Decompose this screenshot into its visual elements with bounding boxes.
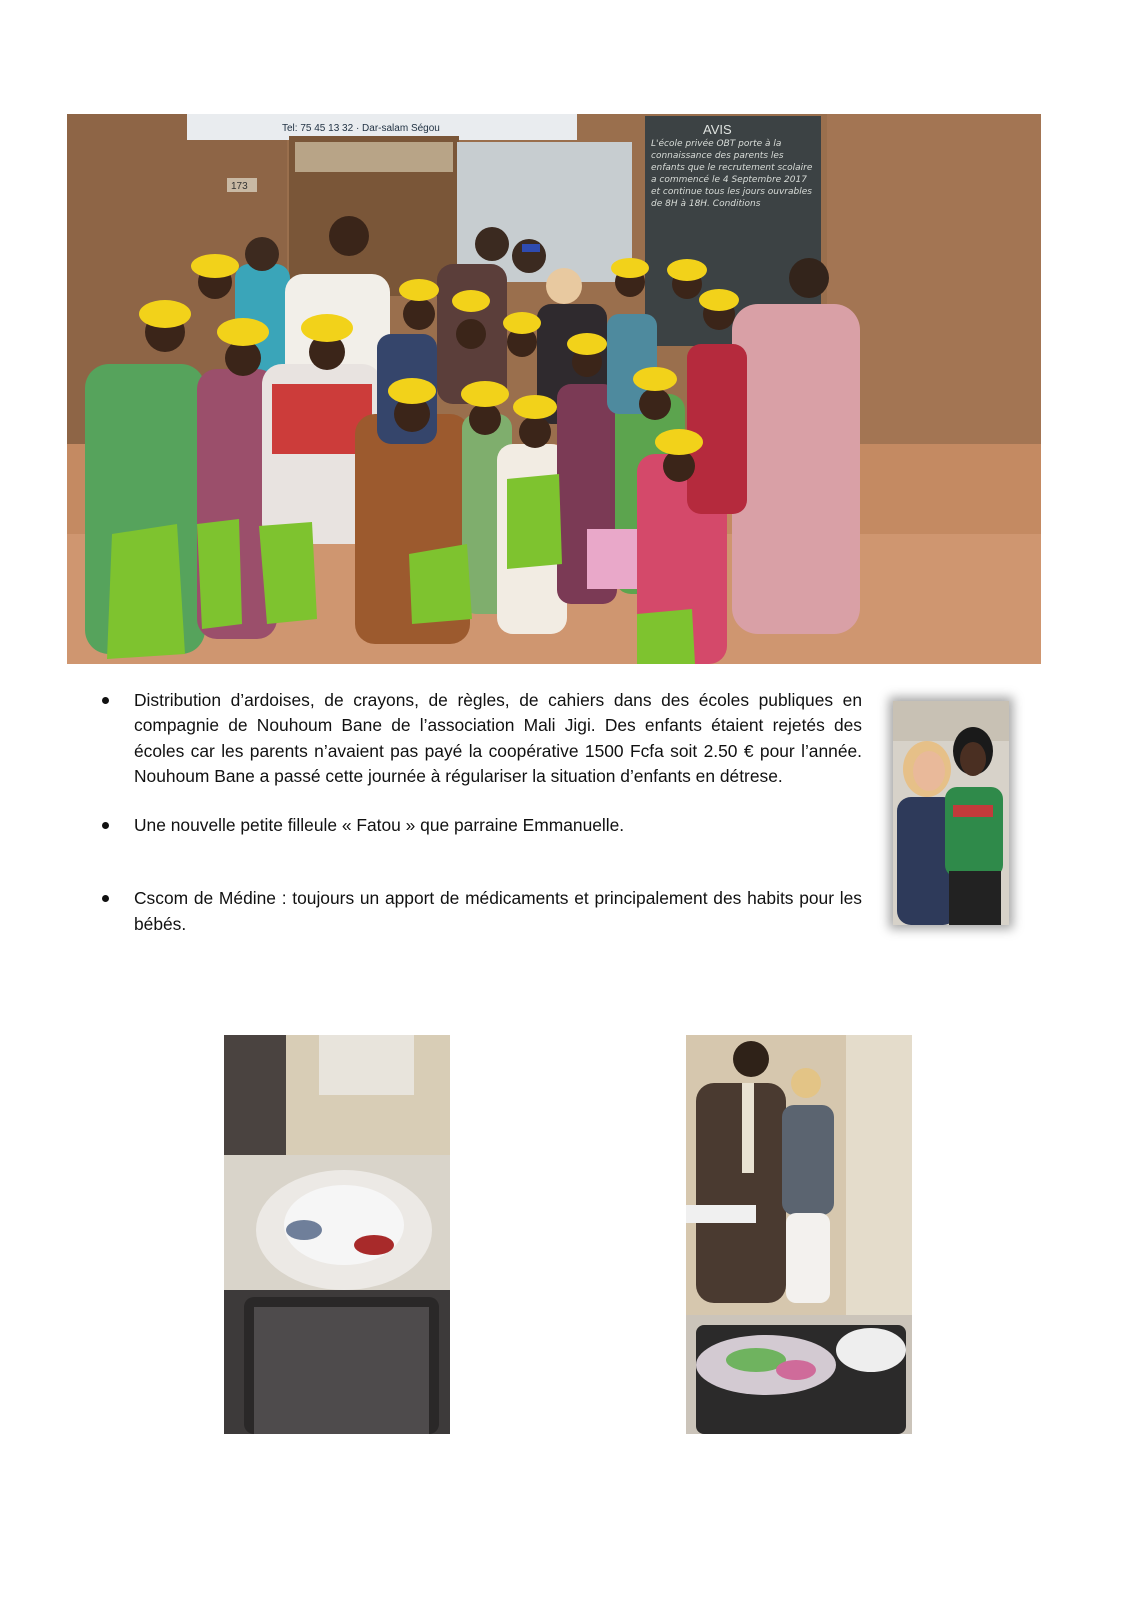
- photo-clothes-on-floor: [224, 1035, 450, 1434]
- photo-donors-with-suitcase: [686, 1035, 912, 1434]
- group-photo-school-children: [67, 114, 1041, 664]
- sign-text: Tel: 75 45 13 32 · Dar-salam Ségou: [282, 123, 440, 134]
- door-number: 173: [231, 181, 248, 192]
- bullet-fatou: Une nouvelle petite filleule « Fatou » que parraine Emmanuelle.: [100, 813, 862, 838]
- board-text: L'école privée OBT porte à la connaissance des parents les enfants que le recrutement scolaire a commencé le 4 Septembre 2017 et continue tous les jours ouvrables de 8H à 18H. Conditions: [651, 139, 813, 209]
- portrait-photo-fatou: [893, 701, 1009, 925]
- bullet-cscom: Cscom de Médine : toujours un apport de médicaments et principalement des habits pour les bébés.: [100, 886, 862, 937]
- bullet-list: [100, 688, 862, 937]
- bullet-distribution: Distribution d’ardoises, de crayons, de règles, de cahiers dans des écoles publiques en compagnie de Nouhoum Bane de l’association Mali Jigi. Des enfants étaient rejetés des écoles car les parents n’avaient pas payé la coopérative 1500 Fcfa soit 2.50 € pour l’année. Nouhoum Bane a passé cette journée à régulariser la situation d’enfants en détrese.: [100, 688, 862, 789]
- board-title: AVIS: [703, 122, 732, 137]
